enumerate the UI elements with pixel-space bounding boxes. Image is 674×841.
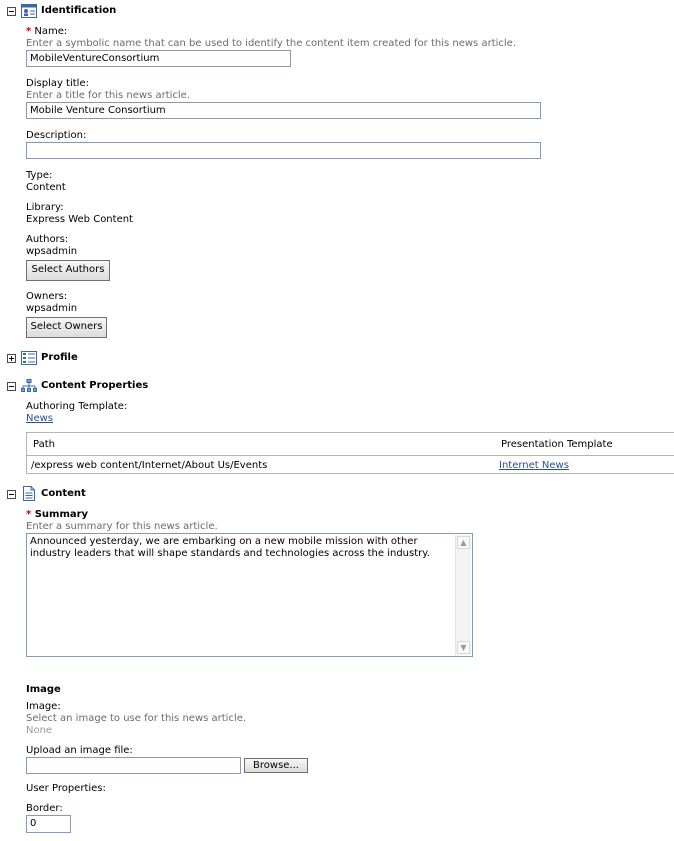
required-marker: * xyxy=(26,26,32,37)
content-properties-tree-icon xyxy=(21,379,37,393)
display-title-label: Display title: xyxy=(26,78,89,89)
summary-label-text: Summary xyxy=(34,509,89,520)
table-cell-path: /express web content/Internet/About Us/Events xyxy=(31,460,268,471)
name-hint: Enter a symbolic name that can be used to identify the content item created for this news article. xyxy=(26,38,516,49)
identification-card-icon xyxy=(21,4,37,18)
border-label: Border: xyxy=(26,803,63,814)
scroll-up-icon[interactable]: ▲ xyxy=(457,536,470,549)
description-field[interactable] xyxy=(26,142,541,159)
display-title-hint: Enter a title for this news article. xyxy=(26,90,191,101)
identification-title[interactable]: Identification xyxy=(41,5,117,16)
authors-label: Authors: xyxy=(26,234,69,245)
authors-value: wpsadmin xyxy=(26,246,78,257)
owners-value: wpsadmin xyxy=(26,303,78,314)
summary-label xyxy=(26,509,88,520)
content-title[interactable]: Content xyxy=(41,488,86,499)
upload-image-field[interactable] xyxy=(26,757,241,774)
border-field[interactable]: 0 xyxy=(26,815,71,833)
collapse-icon[interactable] xyxy=(7,382,16,391)
user-properties-label: User Properties: xyxy=(26,783,106,794)
summary-hint: Enter a summary for this news article. xyxy=(26,521,218,532)
scroll-down-icon[interactable]: ▼ xyxy=(457,641,470,654)
image-heading: Image xyxy=(26,684,61,695)
type-label: Type: xyxy=(26,170,53,181)
select-owners-button[interactable]: Select Owners xyxy=(26,317,107,338)
type-value: Content xyxy=(26,182,66,193)
summary-scrollbar[interactable] xyxy=(455,535,471,655)
profile-title[interactable]: Profile xyxy=(41,352,78,363)
library-label: Library: xyxy=(26,202,64,213)
image-value: None xyxy=(26,725,53,736)
summary-text: Announced yesterday, we are embarking on a new mobile mission with other industry leaders that will shape standards and technologies across the industry. xyxy=(30,536,430,559)
content-properties-title[interactable]: Content Properties xyxy=(41,380,149,391)
library-value: Express Web Content xyxy=(26,214,133,225)
image-label: Image: xyxy=(26,701,61,712)
display-title-field[interactable]: Mobile Venture Consortium xyxy=(26,102,541,119)
name-field[interactable]: MobileVentureConsortium xyxy=(26,50,291,67)
summary-textarea[interactable] xyxy=(26,533,473,657)
browse-button[interactable]: Browse... xyxy=(244,758,308,773)
required-marker: * xyxy=(26,509,32,520)
select-authors-button[interactable]: Select Authors xyxy=(26,260,110,281)
collapse-icon[interactable] xyxy=(7,7,16,16)
content-document-icon xyxy=(23,486,35,501)
authoring-template-link[interactable]: News xyxy=(26,413,54,424)
table-cell-presentation-template-link[interactable]: Internet News xyxy=(499,460,569,471)
collapse-icon[interactable] xyxy=(7,490,16,499)
profile-list-icon xyxy=(21,351,37,365)
owners-label: Owners: xyxy=(26,291,68,302)
table-header-presentation-template: Presentation Template xyxy=(501,439,613,450)
name-label-text: Name: xyxy=(34,26,68,37)
expand-icon[interactable] xyxy=(7,354,16,363)
table-header-path: Path xyxy=(33,439,55,450)
image-hint: Select an image to use for this news article. xyxy=(26,713,247,724)
presentation-template-table xyxy=(26,432,674,474)
name-label xyxy=(26,26,67,37)
authoring-template-label: Authoring Template: xyxy=(26,401,128,412)
description-label: Description: xyxy=(26,130,87,141)
upload-image-label: Upload an image file: xyxy=(26,745,133,756)
